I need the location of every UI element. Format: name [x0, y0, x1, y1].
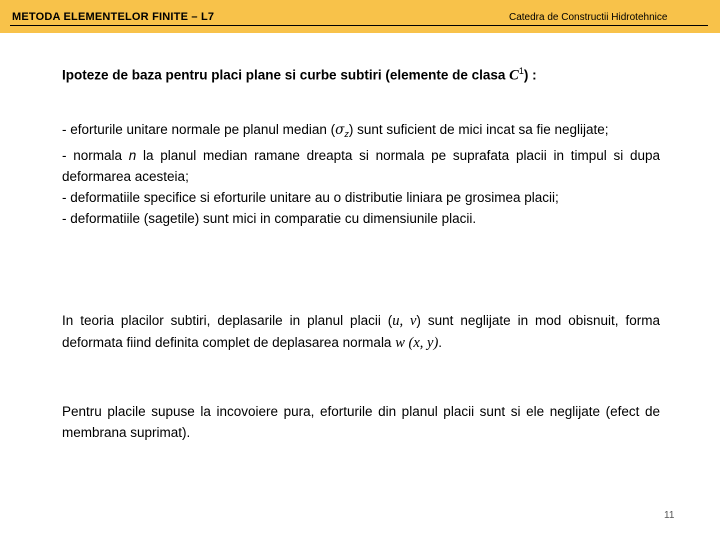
title-text: Ipoteze de baza pentru placi plane si curbe subtiri (elemente de clasa: [62, 67, 510, 83]
hypotheses-list: [62, 119, 660, 229]
header-course-title: METODA ELEMENTELOR FINITE – L7: [12, 11, 215, 23]
hypothesis-2: [62, 145, 660, 187]
hypothesis-2-text-end: la planul median ramane dreapta si normala pe suprafata placii in timpul si dupa deformarea acesteia;: [62, 148, 660, 184]
header-department: Catedra de Constructii Hidrotehnice: [509, 12, 668, 23]
title-superscript: 1: [518, 66, 524, 76]
hypothesis-1-text: - eforturile unitare normale pe planul median (: [62, 122, 336, 137]
title-class-letter: C: [509, 67, 519, 84]
hypothesis-2-text: - normala: [62, 148, 129, 163]
paragraph-2-text: In teoria placilor subtiri, deplasarile in planul placii (: [62, 313, 393, 328]
hypothesis-3: - deformatiile specifice si eforturile unitare au o distributie liniara pe grosimea placii;: [62, 190, 559, 205]
in-plane-displacements: u, v: [392, 313, 417, 329]
hypothesis-1: [62, 119, 660, 145]
normal-displacement: w (x, y): [395, 335, 439, 351]
paragraph-thin-plates: [62, 310, 660, 354]
title-end: ) :: [523, 67, 537, 83]
paragraph-2-text-end: .: [438, 335, 443, 350]
paragraph-2-text-middle: ) sunt neglijate in mod obisnuit, forma deformata fiind definita complet de deplasarea normala: [62, 313, 660, 350]
hypothesis-1-text-end: ) sunt suficient de mici incat sa fie neglijate;: [348, 122, 609, 137]
slide-title: [62, 66, 537, 85]
sigma-subscript: z: [344, 129, 349, 139]
normal-variable: n: [128, 148, 137, 163]
sigma-symbol: σ: [335, 122, 345, 138]
hypothesis-4: - deformatiile (sagetile) sunt mici in comparatie cu dimensiunile placii.: [62, 211, 477, 226]
paragraph-pure-bending: Pentru placile supuse la incovoiere pura, eforturile din planul placii sunt si ele neglijate (efect de membrana suprimat).: [62, 404, 660, 440]
header-divider: [10, 25, 708, 26]
page-number: 11: [664, 510, 675, 521]
